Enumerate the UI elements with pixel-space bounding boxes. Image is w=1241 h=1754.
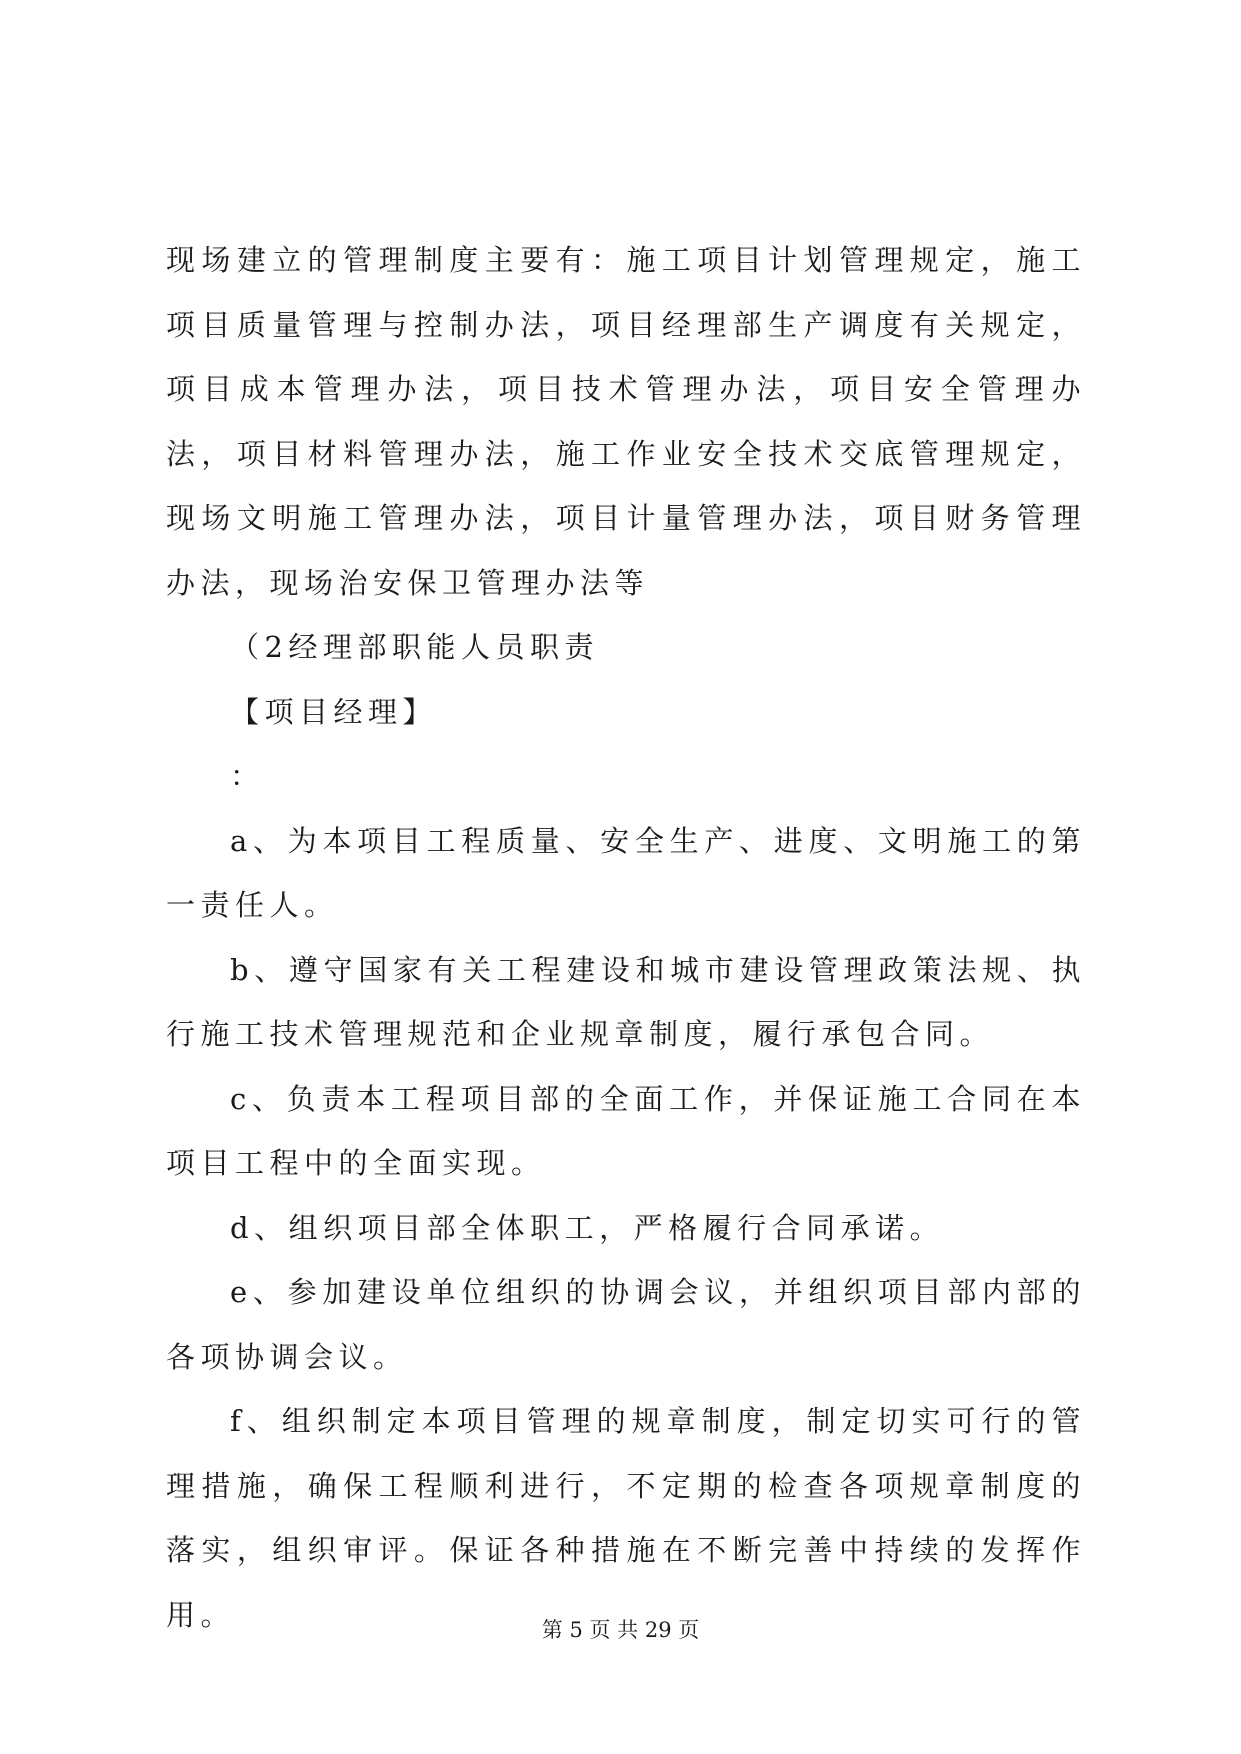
paragraph-role-title: 【项目经理】 [230,694,438,729]
paragraph-section-heading: （2经理部职能人员职责 [230,630,599,664]
paragraph-colon: ： [230,759,265,793]
paragraph-item-f: f、组织制定本项目管理的规章制度，制定切实可行的管理措施，确保工程顺利进行，不定期的检查各项规章制度的落实，组织审评。保证各种措施在不断完善中持续的发挥作用。 [166,1404,1086,1632]
document-body [166,228,1086,1647]
paragraph-item-b: b、遵守国家有关工程建设和城市建设管理政策法规、执行施工技术管理规范和企业规章制度，履行承包合同。 [166,952,1086,1051]
paragraph-item-a: a、为本项目工程质量、安全生产、进度、文明施工的第一责任人。 [166,823,1086,922]
paragraph-item-e: e、参加建设单位组织的协调会议，并组织项目部内部的各项协调会议。 [166,1275,1086,1374]
page-number-footer: 第 5 页 共 29 页 [541,1618,700,1642]
paragraph-management-rules: 现场建立的管理制度主要有：施工项目计划管理规定，施工项目质量管理与控制办法，项目经理部生产调度有关规定，项目成本管理办法，项目技术管理办法，项目安全管理办法，项目材料管理办法，施工作业安全技术交底管理规定，现场文明施工管理办法，项目计量管理办法，项目财务管理办法，现场治安保卫管理办法等 [166,243,1086,600]
paragraph-item-d: d、组织项目部全体职工，严格履行合同承诺。 [230,1210,945,1245]
paragraph-item-c: c、负责本工程项目部的全面工作，并保证施工合同在本项目工程中的全面实现。 [166,1081,1086,1180]
